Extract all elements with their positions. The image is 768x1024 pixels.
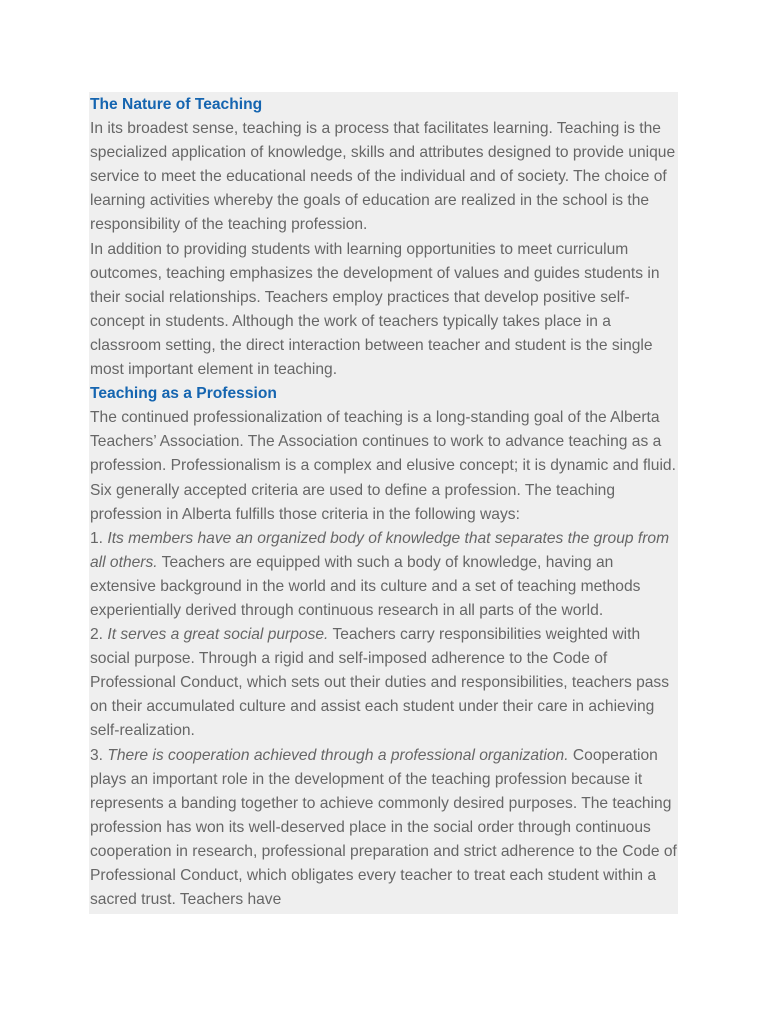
- criterion-item-2: [90, 623, 678, 743]
- criterion-lead: There is cooperation achieved through a professional organization.: [107, 746, 569, 764]
- criterion-number: 2.: [90, 626, 104, 644]
- criterion-body: Cooperation plays an important role in the development of the teaching profession because it represents a banding together to achieve commonly desired purposes. The teaching profession has won its well-deserved place in the social order through continuous cooperation in research, professional preparation and strict adherence to the Code of Professional Conduct, which obligates every teacher to treat each student within a sacred trust. Teachers have: [90, 746, 677, 909]
- criterion-item-1: [90, 527, 678, 623]
- heading-teaching-as-profession: Teaching as a Profession: [90, 385, 277, 403]
- paragraph-nature-2: In addition to providing students with learning opportunities to meet curriculum outcomes, teaching emphasizes the development of values and guides students in their social relationships. Teachers employ practices that develop positive self-concept in students. Although the work of teachers typically takes place in a classroom setting, the direct interaction between teacher and student is the single most important element in teaching.: [90, 240, 660, 379]
- document-content-panel: [89, 92, 678, 914]
- paragraph-profession-intro: The continued professionalization of teaching is a long-standing goal of the Alberta Teachers’ Association. The Association continues to work to advance teaching as a profession. Professionalism is a complex and elusive concept; it is dynamic and fluid. Six generally accepted criteria are used to define a profession. The teaching profession in Alberta fulfills those criteria in the following ways:: [90, 409, 676, 523]
- criterion-lead: Its members have an organized body of knowledge that separates the group from all others.: [90, 529, 670, 571]
- criterion-number: 3.: [90, 746, 104, 764]
- document-text: [90, 93, 678, 912]
- criterion-body: Teachers are equipped with such a body of knowledge, having an extensive background in the world and its culture and a set of teaching methods experientially derived through continuous research in all parts of the world.: [90, 553, 641, 619]
- paragraph-nature-1: In its broadest sense, teaching is a process that facilitates learning. Teaching is the specialized application of knowledge, skills and attributes designed to provide unique service to meet the educational needs of the individual and of society. The choice of learning activities whereby the goals of education are realized in the school is the responsibility of the teaching profession.: [90, 120, 676, 234]
- criterion-body: Teachers carry responsibilities weighted with social purpose. Through a rigid and self-imposed adherence to the Code of Professional Conduct, which sets out their duties and responsibilities, teachers pass on their accumulated culture and assist each student under their care in achieving self-realization.: [90, 626, 670, 740]
- criterion-lead: It serves a great social purpose.: [107, 626, 329, 644]
- criterion-number: 1.: [90, 529, 104, 547]
- criterion-item-3: [90, 744, 678, 913]
- heading-nature-of-teaching: The Nature of Teaching: [90, 96, 263, 113]
